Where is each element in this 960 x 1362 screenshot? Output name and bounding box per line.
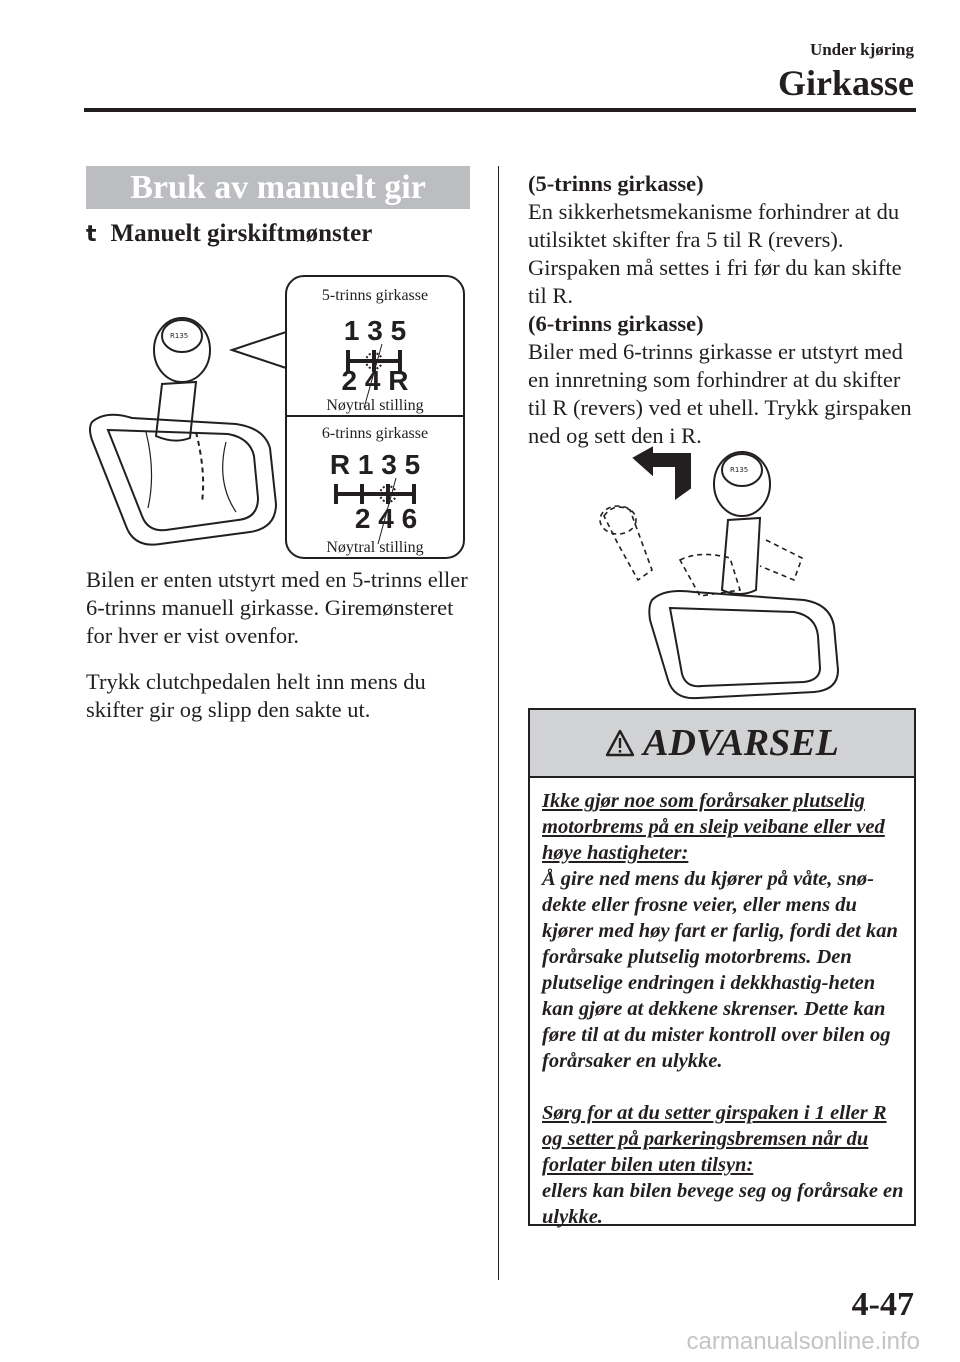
watermark: carmanualsonline.info (686, 1328, 920, 1355)
svg-text:R135: R135 (170, 332, 189, 340)
heading-6-speed: (6-trinns girkasse) (528, 311, 704, 336)
paragraph-6-speed: Biler med 6-trinns girkasse er utstyrt med en innretning som forhindrer at du skifter til R (revers) ved et uhell. Trykk girspaken ned og sett den i R. (528, 339, 912, 448)
intro-paragraph: Bilen er enten utstyrt med en 5-trinns eller 6-trinns manuell girkasse. Giremønsteret for hver er vist ovenfor. (86, 567, 468, 648)
neutral-label-5: Nøytral stilling (326, 397, 424, 414)
warning-title: ADVARSEL (643, 722, 839, 764)
push-down-lever-figure (590, 440, 840, 700)
chapter-label: Under kjøring (809, 40, 914, 59)
header-rule (84, 108, 916, 112)
shift-boot-icon (90, 415, 276, 545)
right-column-text (528, 170, 918, 450)
label-5-speed: 5-trinns girkasse (321, 287, 429, 304)
pattern-6-top: R 1 3 5 (329, 449, 421, 480)
pattern-5-bottom: 2 4 R (341, 365, 409, 396)
page-title: Girkasse (777, 63, 914, 103)
column-divider (498, 166, 499, 1280)
shift-pattern-figure (86, 272, 476, 562)
label-6-speed: 6-trinns girkasse (321, 425, 429, 442)
pattern-5-top: 1 3 5 (343, 315, 407, 346)
bullet-icon: t (86, 222, 97, 247)
push-down-arrow-icon (634, 448, 690, 498)
subsection-title: Manuelt girskiftmønster (110, 220, 373, 247)
warning-header (530, 710, 914, 778)
heading-5-speed: (5-trinns girkasse) (528, 171, 704, 196)
paragraph-5-speed: En sikkerhetsmekanisme forhindrer at du utilsiktet skifter fra 5 til R (revers). Girspaken må settes i fri før du kan skifte til R. (528, 199, 902, 308)
page-number: 4-47 (851, 1286, 914, 1323)
neutral-label-6: Nøytral stilling (326, 539, 424, 556)
warning-body (542, 788, 907, 1230)
warning-text-2: ellers kan bilen bevege seg og forårsake en ulykke. (542, 1180, 904, 1228)
svg-text:R135: R135 (730, 466, 749, 474)
pattern-6-bottom: 2 4 6 (354, 503, 418, 534)
subsection-heading (86, 220, 372, 248)
warning-rule-2: Sørg for at du setter girspaken i 1 eller R og setter på parkeringsbremsen når du forlater bilen uten tilsyn: (542, 1102, 887, 1176)
warning-text-1: Å gire ned mens du kjører på våte, snø-dekte eller frosne veier, eller mens du kjører med høy fart er farlig, fordi det kan forårsake plutselig motorbrems. Den plutselige endringen i dekkhastig-heten kan gjøre at dekkene skrenser. Dette kan føre til at du mister kontroll over bilen og forårsaker en ulykke. (542, 868, 898, 1072)
clutch-paragraph: Trykk clutchpedalen helt inn mens du skifter gir og slipp den sakte ut. (86, 669, 426, 722)
warning-rule-1: Ikke gjør noe som forårsaker plutselig motorbrems på en sleip veibane eller ved høye hastigheter: (542, 790, 885, 864)
section-title: Bruk av manuelt gir (86, 166, 470, 209)
warning-box (528, 708, 916, 1226)
warning-triangle-icon (605, 729, 635, 757)
